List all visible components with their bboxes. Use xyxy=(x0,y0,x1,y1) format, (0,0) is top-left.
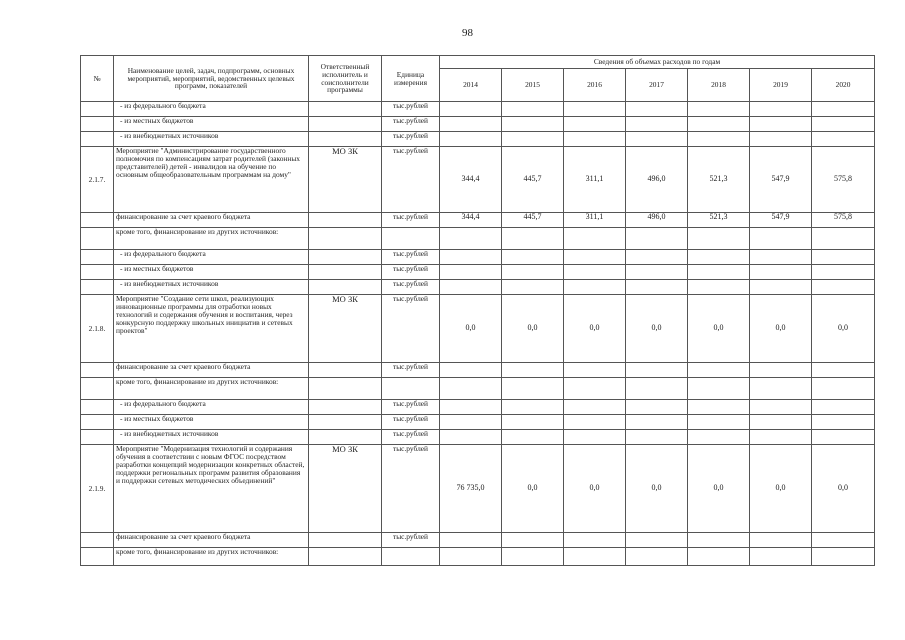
row-value xyxy=(564,533,626,548)
row-value: 496,0 xyxy=(626,213,688,228)
row-value: 0,0 xyxy=(564,445,626,533)
row-value xyxy=(502,415,564,430)
row-value: 0,0 xyxy=(812,445,875,533)
row-number xyxy=(81,250,114,265)
row-number xyxy=(81,548,114,566)
row-value xyxy=(688,400,750,415)
row-name: Мероприятие "Создание сети школ, реализующих инновационные программы для отработки новых технологий и содержания обучения и воспитания, через конкурсную поддержку школьных инициатив и сетевых проектов" xyxy=(114,295,309,363)
row-value xyxy=(502,533,564,548)
row-value xyxy=(812,102,875,117)
row-unit: тыс.рублей xyxy=(382,280,440,295)
table-body xyxy=(81,102,875,566)
header-unit: Единица измерения xyxy=(382,56,440,102)
row-value: 547,9 xyxy=(750,213,812,228)
funding-row xyxy=(81,430,875,445)
funding-row xyxy=(81,117,875,132)
row-value xyxy=(750,117,812,132)
row-number xyxy=(81,280,114,295)
row-value xyxy=(812,363,875,378)
row-unit: тыс.рублей xyxy=(382,400,440,415)
row-value xyxy=(440,250,502,265)
row-value: 0,0 xyxy=(502,295,564,363)
row-value: 0,0 xyxy=(812,295,875,363)
row-value: 575,8 xyxy=(812,213,875,228)
row-value: 0,0 xyxy=(626,295,688,363)
row-value xyxy=(812,430,875,445)
row-responsible xyxy=(309,378,382,400)
row-value xyxy=(626,102,688,117)
row-unit: тыс.рублей xyxy=(382,265,440,280)
row-value xyxy=(688,548,750,566)
row-value: 76 735,0 xyxy=(440,445,502,533)
row-value xyxy=(440,548,502,566)
row-value xyxy=(564,250,626,265)
row-value xyxy=(750,533,812,548)
funding-row xyxy=(81,548,875,566)
row-value xyxy=(440,280,502,295)
row-value xyxy=(502,228,564,250)
funding-row xyxy=(81,378,875,400)
row-value xyxy=(812,265,875,280)
row-name: - из внебюджетных источников xyxy=(114,430,309,445)
row-responsible xyxy=(309,132,382,147)
funding-row xyxy=(81,400,875,415)
row-name: - из внебюджетных источников xyxy=(114,132,309,147)
row-value: 311,1 xyxy=(564,147,626,213)
row-value xyxy=(812,400,875,415)
row-unit: тыс.рублей xyxy=(382,102,440,117)
table-header-row xyxy=(81,56,875,69)
row-value xyxy=(750,228,812,250)
row-value xyxy=(564,378,626,400)
row-value xyxy=(440,400,502,415)
row-number xyxy=(81,102,114,117)
row-name: - из федерального бюджета xyxy=(114,400,309,415)
row-name: Мероприятие "Модернизация технологий и содержания обучения в соответствии с новым ФГОС посредством разработки концепций модернизации конкретных областей, поддержки региональных программ развития образования и поддержки сетевых методических объединений" xyxy=(114,445,309,533)
row-value xyxy=(688,265,750,280)
row-name: - из местных бюджетов xyxy=(114,117,309,132)
row-number xyxy=(81,378,114,400)
row-value: 311,1 xyxy=(564,213,626,228)
row-value xyxy=(564,430,626,445)
row-value xyxy=(812,132,875,147)
row-responsible xyxy=(309,280,382,295)
row-value xyxy=(440,378,502,400)
row-value xyxy=(688,228,750,250)
row-unit: тыс.рублей xyxy=(382,533,440,548)
row-value xyxy=(502,250,564,265)
row-value xyxy=(440,265,502,280)
row-responsible xyxy=(309,213,382,228)
row-value xyxy=(812,378,875,400)
row-value xyxy=(626,378,688,400)
row-value xyxy=(750,378,812,400)
header-year: 2020 xyxy=(812,69,875,102)
row-number xyxy=(81,117,114,132)
funding-row xyxy=(81,533,875,548)
row-responsible xyxy=(309,430,382,445)
row-value xyxy=(626,132,688,147)
row-value xyxy=(502,430,564,445)
row-value xyxy=(502,117,564,132)
header-year: 2019 xyxy=(750,69,812,102)
row-unit: тыс.рублей xyxy=(382,445,440,533)
row-value xyxy=(688,363,750,378)
row-value: 547,9 xyxy=(750,147,812,213)
row-value: 0,0 xyxy=(626,445,688,533)
row-value xyxy=(626,228,688,250)
row-name: - из местных бюджетов xyxy=(114,265,309,280)
row-value: 0,0 xyxy=(688,295,750,363)
row-number xyxy=(81,363,114,378)
row-value xyxy=(626,400,688,415)
row-value xyxy=(440,132,502,147)
row-unit: тыс.рублей xyxy=(382,132,440,147)
activity-row xyxy=(81,445,875,533)
row-name: - из федерального бюджета xyxy=(114,102,309,117)
row-value xyxy=(750,415,812,430)
row-unit: тыс.рублей xyxy=(382,250,440,265)
funding-row xyxy=(81,213,875,228)
row-value xyxy=(564,132,626,147)
row-value: 496,0 xyxy=(626,147,688,213)
row-unit: тыс.рублей xyxy=(382,213,440,228)
header-years-group: Сведения об объемах расходов по годам xyxy=(440,56,875,69)
row-value: 521,3 xyxy=(688,147,750,213)
row-value xyxy=(812,117,875,132)
row-value xyxy=(440,363,502,378)
row-number xyxy=(81,415,114,430)
row-value xyxy=(502,280,564,295)
row-responsible xyxy=(309,228,382,250)
row-value xyxy=(440,102,502,117)
row-value xyxy=(812,250,875,265)
row-responsible xyxy=(309,400,382,415)
row-value xyxy=(626,430,688,445)
row-value xyxy=(688,533,750,548)
row-value xyxy=(626,363,688,378)
row-responsible xyxy=(309,548,382,566)
row-name: - из внебюджетных источников xyxy=(114,280,309,295)
funding-row xyxy=(81,363,875,378)
row-value xyxy=(750,265,812,280)
row-value xyxy=(750,548,812,566)
row-value xyxy=(440,415,502,430)
row-value xyxy=(812,228,875,250)
row-value: 445,7 xyxy=(502,213,564,228)
row-value xyxy=(626,280,688,295)
row-number xyxy=(81,400,114,415)
row-number: 2.1.8. xyxy=(81,295,114,363)
header-responsible: Ответственный исполнитель и соисполнители программы xyxy=(309,56,382,102)
row-value: 0,0 xyxy=(564,295,626,363)
row-value xyxy=(502,265,564,280)
row-name: - из местных бюджетов xyxy=(114,415,309,430)
row-value: 0,0 xyxy=(750,445,812,533)
row-name: кроме того, финансирование из других источников: xyxy=(114,378,309,400)
row-value: 575,8 xyxy=(812,147,875,213)
row-unit: тыс.рублей xyxy=(382,430,440,445)
funding-row xyxy=(81,265,875,280)
row-value xyxy=(688,415,750,430)
row-value xyxy=(502,363,564,378)
row-value xyxy=(812,415,875,430)
row-name: финансирование за счет краевого бюджета xyxy=(114,533,309,548)
row-value xyxy=(564,415,626,430)
row-value xyxy=(626,265,688,280)
row-name: - из федерального бюджета xyxy=(114,250,309,265)
activity-row xyxy=(81,295,875,363)
row-value xyxy=(812,548,875,566)
row-responsible xyxy=(309,102,382,117)
row-value xyxy=(502,132,564,147)
row-value xyxy=(564,280,626,295)
row-value: 0,0 xyxy=(688,445,750,533)
row-value xyxy=(564,363,626,378)
row-value xyxy=(564,400,626,415)
row-value xyxy=(564,548,626,566)
row-value xyxy=(688,102,750,117)
row-number: 2.1.9. xyxy=(81,445,114,533)
row-value xyxy=(688,430,750,445)
row-value: 0,0 xyxy=(502,445,564,533)
row-name: кроме того, финансирование из других источников: xyxy=(114,228,309,250)
row-value: 521,3 xyxy=(688,213,750,228)
row-responsible xyxy=(309,265,382,280)
row-value xyxy=(688,117,750,132)
row-responsible xyxy=(309,415,382,430)
row-value xyxy=(750,250,812,265)
row-value xyxy=(688,250,750,265)
row-value xyxy=(564,117,626,132)
row-value xyxy=(750,430,812,445)
row-responsible xyxy=(309,250,382,265)
row-value: 0,0 xyxy=(750,295,812,363)
row-unit: тыс.рублей xyxy=(382,147,440,213)
funding-row xyxy=(81,132,875,147)
funding-row xyxy=(81,228,875,250)
row-responsible xyxy=(309,533,382,548)
budget-table xyxy=(80,55,875,566)
row-unit xyxy=(382,228,440,250)
row-value: 445,7 xyxy=(502,147,564,213)
header-name: Наименование целей, задач, подпрограмм, основных мероприятий, мероприятий, ведомственных целевых программ, показателей xyxy=(114,56,309,102)
row-name: Мероприятие "Администрирование государственного полномочия по компенсациям затрат родителей (законных представителей) детей - инвалидов на обучение по основным общеобразовательным программам на дому" xyxy=(114,147,309,213)
row-value xyxy=(626,117,688,132)
row-value xyxy=(750,102,812,117)
row-value xyxy=(440,117,502,132)
row-name: финансирование за счет краевого бюджета xyxy=(114,213,309,228)
row-number xyxy=(81,132,114,147)
row-value xyxy=(564,265,626,280)
row-number xyxy=(81,265,114,280)
row-value xyxy=(750,363,812,378)
row-unit xyxy=(382,378,440,400)
row-value xyxy=(502,548,564,566)
row-value xyxy=(750,400,812,415)
funding-row xyxy=(81,250,875,265)
header-year: 2015 xyxy=(502,69,564,102)
funding-row xyxy=(81,280,875,295)
row-value: 344,4 xyxy=(440,147,502,213)
row-value xyxy=(502,400,564,415)
header-num: № xyxy=(81,56,114,102)
row-responsible: МО ЗК xyxy=(309,295,382,363)
row-responsible: МО ЗК xyxy=(309,445,382,533)
activity-row xyxy=(81,147,875,213)
row-value xyxy=(812,533,875,548)
row-unit xyxy=(382,548,440,566)
row-value xyxy=(440,430,502,445)
row-responsible xyxy=(309,117,382,132)
header-year: 2014 xyxy=(440,69,502,102)
row-number xyxy=(81,430,114,445)
row-number: 2.1.7. xyxy=(81,147,114,213)
funding-row xyxy=(81,415,875,430)
row-name: финансирование за счет краевого бюджета xyxy=(114,363,309,378)
row-value xyxy=(750,280,812,295)
row-number xyxy=(81,213,114,228)
funding-row xyxy=(81,102,875,117)
header-year: 2018 xyxy=(688,69,750,102)
row-value xyxy=(626,250,688,265)
row-value xyxy=(564,102,626,117)
row-number xyxy=(81,533,114,548)
row-value xyxy=(502,102,564,117)
row-value: 344,4 xyxy=(440,213,502,228)
row-value: 0,0 xyxy=(440,295,502,363)
row-number xyxy=(81,228,114,250)
row-value xyxy=(688,132,750,147)
row-value xyxy=(626,415,688,430)
row-name: кроме того, финансирование из других источников: xyxy=(114,548,309,566)
row-unit: тыс.рублей xyxy=(382,363,440,378)
row-value xyxy=(750,132,812,147)
row-value xyxy=(812,280,875,295)
row-value xyxy=(626,533,688,548)
row-value xyxy=(564,228,626,250)
row-unit: тыс.рублей xyxy=(382,415,440,430)
row-value xyxy=(688,280,750,295)
row-unit: тыс.рублей xyxy=(382,295,440,363)
row-value xyxy=(626,548,688,566)
row-unit: тыс.рублей xyxy=(382,117,440,132)
row-value xyxy=(440,533,502,548)
row-value xyxy=(502,378,564,400)
page-number: 98 xyxy=(462,27,473,39)
row-value xyxy=(688,378,750,400)
row-value xyxy=(440,228,502,250)
header-year: 2017 xyxy=(626,69,688,102)
row-responsible xyxy=(309,363,382,378)
header-year: 2016 xyxy=(564,69,626,102)
row-responsible: МО ЗК xyxy=(309,147,382,213)
